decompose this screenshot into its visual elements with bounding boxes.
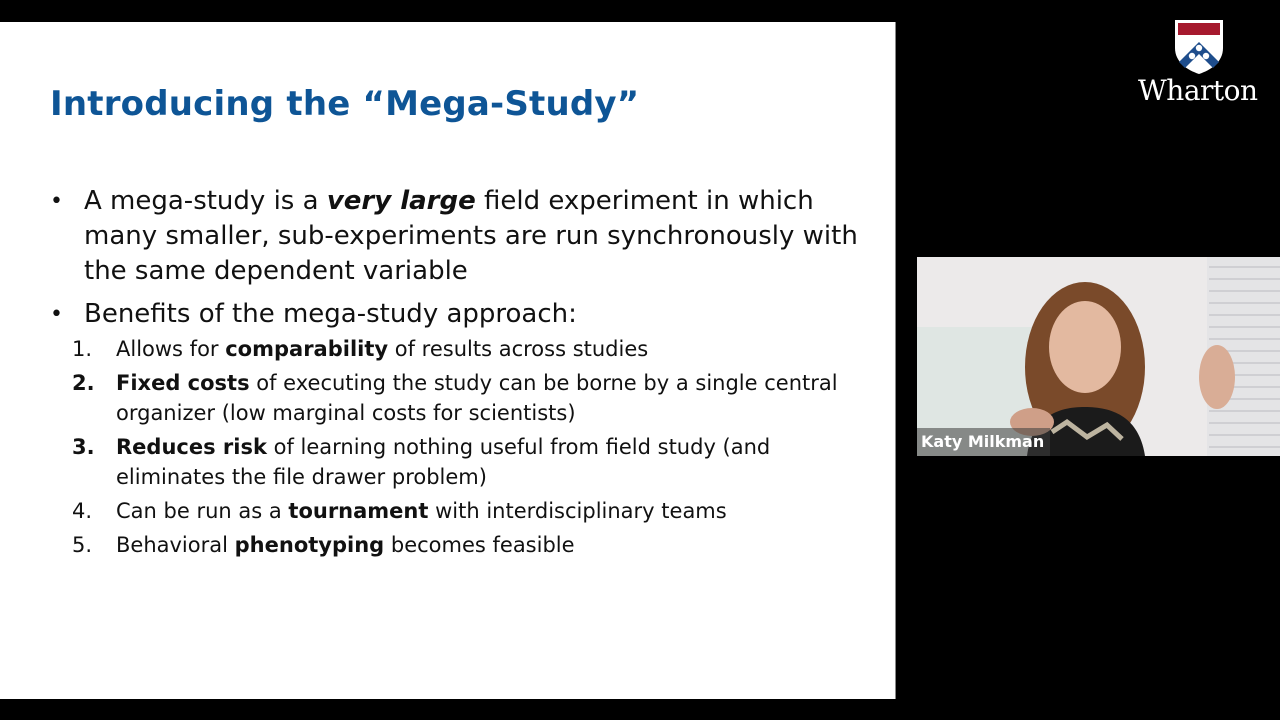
benefit-item (60, 334, 878, 364)
bullet-icon: • (50, 189, 63, 214)
bullet-benefits (48, 297, 878, 560)
bullet-text: Benefits of the mega-study approach: (84, 299, 577, 329)
speaker-video-frame (917, 257, 1280, 456)
bullet-definition (48, 184, 878, 289)
item-text-pre: Can be run as a (116, 499, 289, 523)
participant-name-label: Katy Milkman (917, 428, 1050, 456)
item-text-bold: comparability (225, 337, 389, 361)
item-text-bold: Fixed costs (116, 371, 250, 395)
item-text-post: of results across studies (388, 337, 649, 361)
item-text-post: becomes feasible (384, 533, 575, 557)
participant-video[interactable] (917, 257, 1280, 456)
penn-shield-icon (1173, 18, 1225, 76)
item-number: 5. (72, 533, 93, 557)
item-text-post: with interdisciplinary teams (428, 499, 727, 523)
item-number: 1. (72, 337, 93, 361)
logo-wordmark: Wharton (1138, 74, 1258, 107)
bullet-icon: • (50, 302, 63, 327)
benefits-list (72, 334, 878, 560)
bullet-text-emphasis: very large (326, 186, 476, 216)
benefit-item (60, 530, 878, 560)
item-text-post: of executing the study can be borne by a single central organizer (low marginal costs for scientists) (116, 371, 838, 425)
item-number: 3. (72, 435, 95, 459)
item-text-pre: Allows for (116, 337, 226, 361)
bullet-text-pre: A mega-study is a (84, 186, 327, 216)
item-text-bold: tournament (288, 499, 429, 523)
item-text-post: of learning nothing useful from field study (and eliminates the file drawer problem) (116, 435, 771, 489)
item-number: 2. (72, 371, 95, 395)
slide-title: Introducing the “Mega-Study” (50, 84, 640, 124)
wharton-logo (1130, 16, 1270, 111)
benefit-item (60, 368, 878, 428)
item-text-bold: Reduces risk (116, 435, 267, 459)
benefit-item (60, 432, 878, 492)
item-text-pre: Behavioral (116, 533, 235, 557)
bullet-list (48, 184, 878, 568)
presentation-slide (0, 22, 896, 699)
item-text-bold: phenotyping (234, 533, 385, 557)
benefit-item (60, 496, 878, 526)
bullet-text-post: field experiment in which many smaller, sub-experiments are run synchronously with the same dependent variable (84, 186, 858, 286)
item-number: 4. (72, 499, 93, 523)
